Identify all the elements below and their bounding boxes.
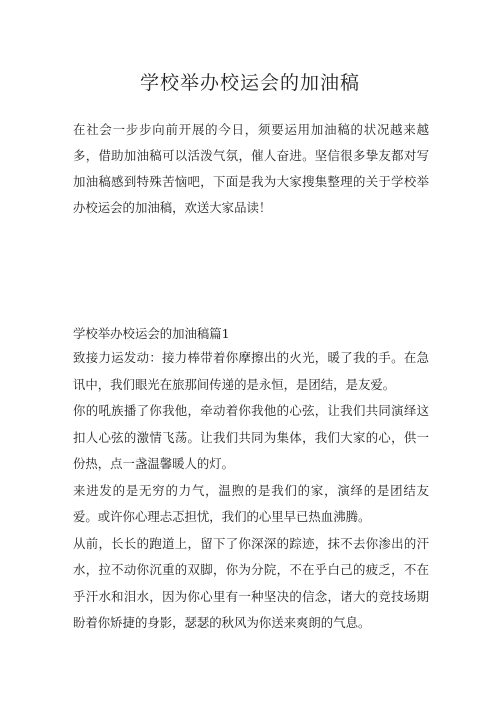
body-paragraph-4: 从前，长长的跑道上，留下了你深深的踪迹，抹不去你渗出的汗水，拉不动你沉重的双脚，你为分院，不在乎白己的疲乏，不在乎汗水和泪水，因为你心里有一种坚决的信念，诸大的竞技场期盼着你矫捷的身影，瑟瑟的秋风为你送来爽朗的气息。 [73, 535, 429, 630]
section-heading: 学校举办校运会的加油稿篇1 [73, 326, 230, 341]
body-paragraph-1: 致接力运发动：接力棒带着你摩擦出的火光，暖了我的手。在急讯中，我们眼光在旅那间传递的是永恒，是团结，是友爱。 [73, 350, 429, 392]
intro-paragraph: 在社会一步步向前开展的今日，须要运用加油稿的状况越来越多，借助加油稿可以活泼气氛，催人奋进。坚信很多挚友都对写加油稿感到特殊苦恼吧，下面是我为大家搜集整理的关于学校举办校运会的加油稿，欢送大家品读！ [73, 122, 429, 215]
document-title: 学校举办校运会的加油稿 [139, 72, 360, 94]
section-body [73, 345, 429, 637]
body-paragraph-2: 你的吼族播了你我他，牵动着你我他的心弦，让我们共同演绎这扣人心弦的激情飞荡。让我们共同为集体，我们大家的心，供一份热，点一盏温馨暖人的灯。 [73, 403, 429, 471]
body-paragraph-3: 来进发的是无穷的力气，温煦的是我们的家，演绎的是团结友爱。或许你心理忐忑担忧，我们的心里早已热血沸腾。 [73, 482, 429, 524]
